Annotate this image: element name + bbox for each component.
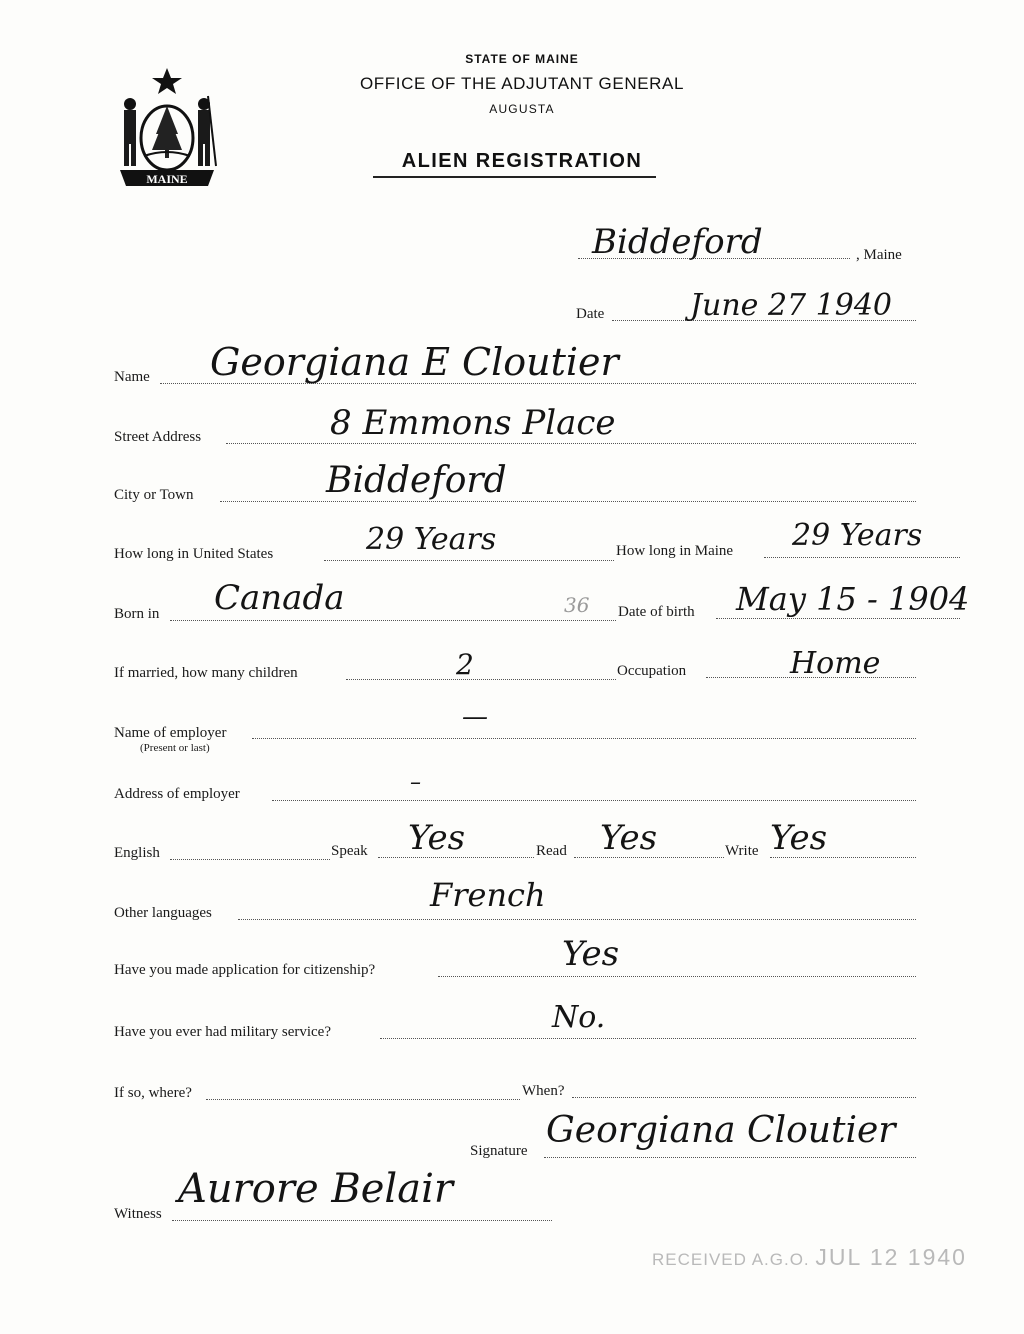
employer-line — [252, 738, 916, 739]
children-label: If married, how many children — [114, 665, 298, 681]
dob-line — [716, 618, 960, 619]
read-entry: Yes — [600, 818, 658, 858]
city-line — [220, 501, 916, 502]
witness-label: Witness — [114, 1206, 162, 1222]
years-us-label: How long in United States — [114, 546, 274, 562]
city-label: City or Town — [114, 487, 194, 503]
where-label: If so, where? — [114, 1085, 192, 1101]
born-in-label: Born in — [114, 606, 160, 622]
city-entry: Biddeford — [326, 460, 507, 501]
speak-label: Speak — [331, 843, 368, 859]
born-in-line — [170, 620, 616, 621]
children-entry: 2 — [456, 648, 474, 681]
signature-line — [544, 1157, 916, 1158]
years-us-entry: 29 Years — [366, 522, 497, 557]
employer-entry: — — [462, 702, 488, 732]
dob-entry: May 15 - 1904 — [736, 580, 970, 618]
citizenship-line — [438, 976, 916, 977]
occupation-label: Occupation — [617, 663, 687, 679]
years-maine-line — [764, 557, 960, 558]
employer-note: (Present or last) — [140, 742, 210, 754]
street-label: Street Address — [114, 429, 202, 445]
received-stamp — [652, 1244, 967, 1271]
years-maine-entry: 29 Years — [792, 518, 923, 553]
employer-address-label: Address of employer — [114, 786, 240, 802]
age-note: 36 — [564, 593, 590, 617]
employer-address-entry: – — [410, 770, 421, 795]
write-entry: Yes — [770, 818, 828, 858]
citizenship-label: Have you made application for citizenship? — [114, 962, 376, 978]
other-languages-label: Other languages — [114, 905, 212, 921]
english-label: English — [114, 845, 160, 861]
military-label: Have you ever had military service? — [114, 1024, 331, 1040]
stamp-received: RECEIVED A.G.O. — [652, 1250, 810, 1269]
employer-address-line — [272, 800, 916, 801]
state-suffix-label: , Maine — [856, 247, 902, 263]
witness-line — [172, 1220, 552, 1221]
military-line — [380, 1038, 916, 1039]
years-maine-label: How long in Maine — [616, 543, 734, 559]
town-entry: Biddeford — [592, 222, 763, 262]
witness-entry: Aurore Belair — [178, 1166, 453, 1212]
title-underline — [373, 176, 656, 178]
svg-text:MAINE: MAINE — [146, 172, 188, 186]
read-label: Read — [536, 843, 567, 859]
years-us-line — [324, 560, 614, 561]
where-line — [206, 1099, 520, 1100]
city-heading: AUGUSTA — [489, 102, 555, 116]
when-line — [572, 1097, 916, 1098]
speak-entry: Yes — [408, 818, 466, 858]
signature-label: Signature — [470, 1143, 528, 1159]
street-line — [226, 443, 916, 444]
name-label: Name — [114, 369, 150, 385]
date-label: Date — [576, 306, 605, 322]
other-languages-line — [238, 919, 916, 920]
form-title: ALIEN REGISTRATION — [401, 150, 643, 172]
street-entry: 8 Emmons Place — [330, 403, 616, 443]
children-line — [346, 679, 616, 680]
occupation-entry: Home — [790, 646, 881, 681]
office-heading: OFFICE OF THE ADJUTANT GENERAL — [359, 74, 685, 93]
military-entry: No. — [552, 1000, 606, 1035]
when-label: When? — [522, 1083, 565, 1099]
other-languages-entry: French — [430, 876, 546, 914]
state-heading: STATE OF MAINE — [465, 52, 579, 66]
citizenship-entry: Yes — [562, 934, 620, 974]
write-label: Write — [725, 843, 759, 859]
stamp-date: JUL 12 1940 — [815, 1244, 967, 1270]
dob-label: Date of birth — [618, 604, 695, 620]
born-in-entry: Canada — [214, 578, 345, 618]
name-entry: Georgiana E Cloutier — [210, 340, 619, 384]
date-entry: June 27 1940 — [690, 288, 893, 323]
employer-label: Name of employer — [114, 725, 227, 741]
signature-entry: Georgiana Cloutier — [546, 1110, 896, 1151]
english-line — [170, 859, 330, 860]
